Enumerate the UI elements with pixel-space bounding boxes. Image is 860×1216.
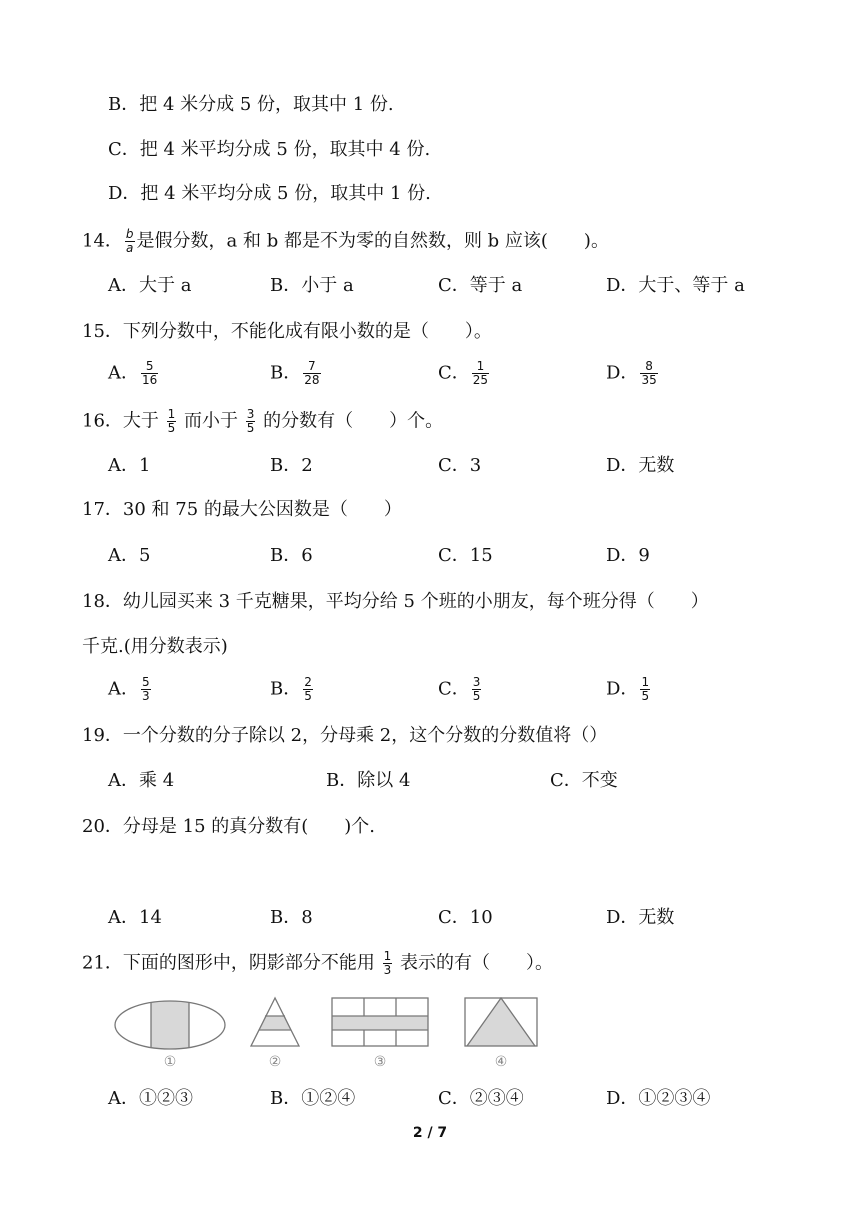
q14-question bbox=[82, 228, 609, 255]
q19-option-b: B．除以 4 bbox=[326, 770, 411, 791]
option-label: A． bbox=[108, 678, 139, 700]
figure-1-ellipse bbox=[113, 998, 229, 1070]
q18-option-a bbox=[108, 676, 153, 703]
q13-option-b: B．把 4 米分成 5 份，取其中 1 份. bbox=[108, 94, 394, 115]
fraction-numerator: 3 bbox=[246, 407, 255, 421]
q15-option-a bbox=[108, 360, 160, 387]
fraction-numerator: 7 bbox=[303, 360, 320, 374]
q18-option-d bbox=[606, 676, 652, 703]
fraction-numerator: 1 bbox=[641, 675, 650, 689]
fraction-denominator: 16 bbox=[142, 373, 158, 387]
figure-label: ① bbox=[163, 1054, 177, 1070]
q18-question-line-2: 千克.(用分数表示) bbox=[82, 636, 228, 657]
option-label: D． bbox=[606, 678, 639, 700]
option-fraction bbox=[303, 676, 313, 703]
q21-option-d: D．①②③④ bbox=[606, 1088, 711, 1109]
q21-fraction bbox=[383, 950, 393, 977]
fraction-denominator: 5 bbox=[304, 689, 312, 703]
q13-option-c: C．把 4 米平均分成 5 份，取其中 4 份. bbox=[108, 139, 431, 160]
q16-question bbox=[82, 408, 443, 435]
q20-option-a: A．14 bbox=[108, 907, 162, 928]
fraction-numerator: 1 bbox=[472, 360, 489, 374]
q14-fraction bbox=[125, 228, 135, 255]
q17-option-a: A．5 bbox=[108, 545, 151, 566]
q20-option-c: C．10 bbox=[438, 907, 493, 928]
fraction-denominator: 5 bbox=[641, 689, 650, 703]
option-fraction bbox=[472, 676, 482, 703]
figure-2-triangle bbox=[248, 996, 302, 1070]
q14-option-c: C．等于 a bbox=[438, 275, 523, 296]
q19-option-c: C．不变 bbox=[550, 770, 618, 791]
option-label: D． bbox=[606, 362, 639, 384]
fraction-denominator: a bbox=[126, 241, 134, 255]
q21-option-c: C．②③④ bbox=[438, 1088, 524, 1109]
figure-label: ③ bbox=[373, 1054, 387, 1070]
q14-option-d: D．大于、等于 a bbox=[606, 275, 745, 296]
q16-option-d: D．无数 bbox=[606, 455, 675, 476]
fraction-denominator: 3 bbox=[142, 689, 150, 703]
option-label: B． bbox=[270, 362, 302, 384]
fraction-numerator: 2 bbox=[304, 675, 312, 689]
option-fraction bbox=[640, 360, 657, 387]
fraction-numerator: 8 bbox=[640, 360, 657, 374]
fraction-numerator: b bbox=[125, 227, 134, 241]
q16-option-a: A．1 bbox=[108, 455, 151, 476]
fraction-numerator: 5 bbox=[141, 360, 158, 374]
fraction-numerator: 5 bbox=[142, 675, 150, 689]
q17-option-d: D．9 bbox=[606, 545, 650, 566]
q18-question-line-1: 18．幼儿园买来 3 千克糖果，平均分给 5 个班的小朋友，每个班分得（ ） bbox=[82, 591, 709, 612]
q20-option-b: B．8 bbox=[270, 907, 313, 928]
q21-text-pre: 21．下面的图形中，阴影部分不能用 bbox=[82, 952, 375, 974]
option-label: C． bbox=[438, 678, 470, 700]
q16-fraction-1 bbox=[167, 408, 177, 435]
q19-question: 19．一个分数的分子除以 2，分母乘 2，这个分数的分数值将（） bbox=[82, 725, 608, 746]
q15-option-c bbox=[438, 360, 491, 387]
q17-option-b: B．6 bbox=[270, 545, 313, 566]
fraction-denominator: 5 bbox=[167, 421, 176, 435]
fraction-numerator: 3 bbox=[472, 675, 481, 689]
option-label: A． bbox=[108, 362, 139, 384]
q19-option-a: A．乘 4 bbox=[108, 770, 175, 791]
option-fraction bbox=[640, 676, 650, 703]
q15-option-d bbox=[606, 360, 660, 387]
q14-option-a: A．大于 a bbox=[108, 275, 192, 296]
option-label: B． bbox=[270, 678, 302, 700]
q14-text: 是假分数，a 和 b 都是不为零的自然数，则 b 应该( )。 bbox=[136, 230, 609, 252]
figure-4-rect-triangle bbox=[463, 996, 539, 1070]
q15-option-b bbox=[270, 360, 323, 387]
q16-option-b: B．2 bbox=[270, 455, 313, 476]
fraction-numerator: 1 bbox=[383, 949, 392, 963]
q13-option-d: D．把 4 米平均分成 5 份，取其中 1 份. bbox=[108, 183, 431, 204]
q17-option-c: C．15 bbox=[438, 545, 493, 566]
option-fraction bbox=[303, 360, 320, 387]
q16-text-mid: 而小于 bbox=[184, 410, 239, 432]
q21-question bbox=[82, 950, 553, 977]
q21-option-b: B．①②④ bbox=[270, 1088, 356, 1109]
q15-question: 15．下列分数中，不能化成有限小数的是（ ）。 bbox=[82, 321, 492, 342]
q16-text-post: 的分数有（ ）个。 bbox=[263, 410, 444, 432]
fraction-denominator: 5 bbox=[246, 421, 255, 435]
figure-label: ② bbox=[268, 1054, 282, 1070]
q16-option-c: C．3 bbox=[438, 455, 482, 476]
q20-question: 20．分母是 15 的真分数有( )个. bbox=[82, 816, 376, 837]
q20-option-d: D．无数 bbox=[606, 907, 675, 928]
q17-question: 17．30 和 75 的最大公因数是（ ） bbox=[82, 499, 402, 520]
option-fraction bbox=[472, 360, 489, 387]
q21-option-a: A．①②③ bbox=[108, 1088, 193, 1109]
fraction-numerator: 1 bbox=[167, 407, 176, 421]
q14-option-b: B．小于 a bbox=[270, 275, 354, 296]
q18-option-c bbox=[438, 676, 483, 703]
page-number: 2 / 7 bbox=[412, 1125, 448, 1141]
option-fraction bbox=[141, 676, 151, 703]
q14-number: 14． bbox=[82, 230, 123, 252]
fraction-denominator: 28 bbox=[304, 373, 320, 387]
q16-fraction-2 bbox=[246, 408, 256, 435]
fraction-denominator: 5 bbox=[472, 689, 481, 703]
figure-3-grid bbox=[330, 996, 430, 1070]
option-label: C． bbox=[438, 362, 470, 384]
fraction-denominator: 3 bbox=[383, 963, 392, 977]
figure-label: ④ bbox=[494, 1054, 508, 1070]
q16-text-pre: 16．大于 bbox=[82, 410, 159, 432]
fraction-denominator: 25 bbox=[472, 373, 489, 387]
option-fraction bbox=[141, 360, 158, 387]
q21-text-post: 表示的有（ ）。 bbox=[400, 952, 554, 974]
q18-option-b bbox=[270, 676, 315, 703]
fraction-denominator: 35 bbox=[641, 373, 657, 387]
